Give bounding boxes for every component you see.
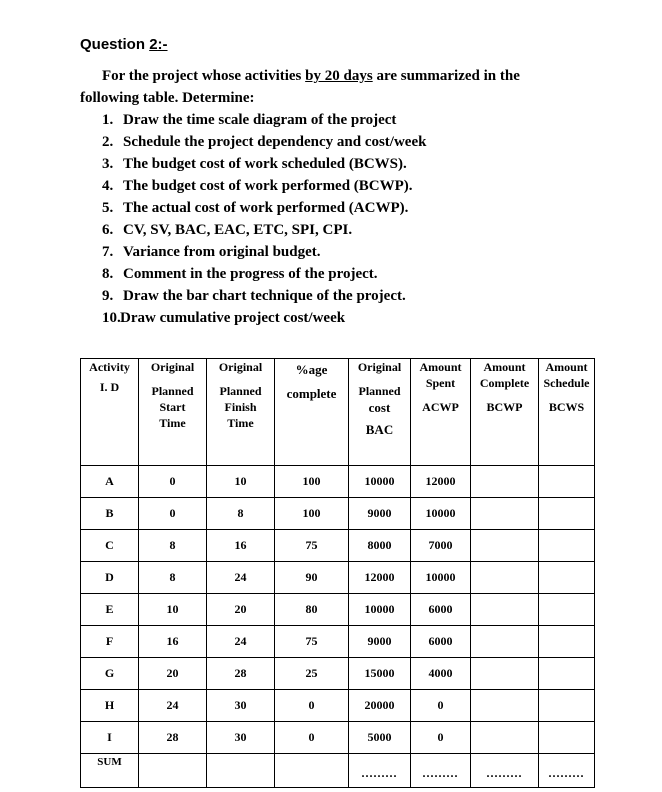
task-item: 7. Variance from original budget. [102, 244, 321, 260]
cell-start: 24 [139, 690, 207, 722]
cell-bac: 20000 [349, 690, 411, 722]
cell-percent: 0 [275, 722, 349, 754]
cell-bcws [539, 498, 595, 530]
cell-percent: 75 [275, 626, 349, 658]
cell-bac: 15000 [349, 658, 411, 690]
sum-empty-cell [275, 754, 349, 788]
cell-bac: 9000 [349, 498, 411, 530]
cell-bcws [539, 658, 595, 690]
cell-activity-id: B [81, 498, 139, 530]
header-finish: Original Planned Finish Time [207, 359, 275, 466]
cell-acwp: 10000 [411, 562, 471, 594]
cell-bcws [539, 626, 595, 658]
header-bcws: Amount Schedule BCWS [539, 359, 595, 466]
cell-activity-id: F [81, 626, 139, 658]
cell-percent: 75 [275, 530, 349, 562]
cell-finish: 30 [207, 722, 275, 754]
cell-start: 28 [139, 722, 207, 754]
cell-bcws [539, 690, 595, 722]
activity-table [80, 358, 595, 788]
cell-acwp: 4000 [411, 658, 471, 690]
cell-bcwp [471, 722, 539, 754]
cell-bcws [539, 594, 595, 626]
cell-bcws [539, 466, 595, 498]
intro-line2: following table. Determine: [80, 90, 255, 106]
cell-start: 8 [139, 530, 207, 562]
cell-percent: 25 [275, 658, 349, 690]
header-activity: Activity I. D [81, 359, 139, 466]
table-row [81, 530, 595, 562]
cell-bcwp [471, 530, 539, 562]
header-percent-complete: %age complete [275, 359, 349, 466]
cell-finish: 8 [207, 498, 275, 530]
intro-part1: For the project whose activities [102, 68, 306, 84]
cell-bcws [539, 530, 595, 562]
sum-placeholder [471, 754, 539, 788]
cell-bac: 5000 [349, 722, 411, 754]
cell-bcws [539, 562, 595, 594]
cell-bcwp [471, 498, 539, 530]
task-item: 2. Schedule the project dependency and cost/week [102, 134, 427, 150]
cell-start: 0 [139, 466, 207, 498]
task-item: 6. CV, SV, BAC, EAC, ETC, SPI, CPI. [102, 222, 353, 238]
intro-underlined: by 20 days [305, 68, 373, 84]
cell-bcws [539, 722, 595, 754]
task-item: 5. The actual cost of work performed (ACWP). [102, 200, 409, 216]
task-item: 8. Comment in the progress of the project. [102, 266, 378, 282]
cell-bcwp [471, 690, 539, 722]
table-row [81, 722, 595, 754]
intro-paragraph [80, 65, 600, 109]
cell-finish: 16 [207, 530, 275, 562]
question-suffix: :- [157, 36, 168, 53]
table-row [81, 562, 595, 594]
cell-percent: 100 [275, 466, 349, 498]
header-start: Original Planned Start Time [139, 359, 207, 466]
cell-activity-id: E [81, 594, 139, 626]
cell-acwp: 10000 [411, 498, 471, 530]
question-label: Question [80, 36, 146, 53]
table-row [81, 658, 595, 690]
sum-dots: ......... [422, 766, 459, 780]
cell-finish: 24 [207, 626, 275, 658]
header-bcwp: Amount Complete BCWP [471, 359, 539, 466]
cell-acwp: 0 [411, 690, 471, 722]
sum-empty-cell [207, 754, 275, 788]
sum-label: SUM [81, 754, 139, 788]
cell-acwp: 12000 [411, 466, 471, 498]
cell-bac: 8000 [349, 530, 411, 562]
cell-activity-id: D [81, 562, 139, 594]
cell-finish: 24 [207, 562, 275, 594]
header-acwp: Amount Spent ACWP [411, 359, 471, 466]
cell-bac: 10000 [349, 466, 411, 498]
cell-bcwp [471, 562, 539, 594]
sum-placeholder [411, 754, 471, 788]
cell-activity-id: C [81, 530, 139, 562]
table-row [81, 498, 595, 530]
cell-activity-id: A [81, 466, 139, 498]
header-row [81, 359, 595, 466]
cell-finish: 20 [207, 594, 275, 626]
cell-start: 16 [139, 626, 207, 658]
cell-acwp: 6000 [411, 594, 471, 626]
cell-activity-id: G [81, 658, 139, 690]
cell-activity-id: I [81, 722, 139, 754]
cell-bac: 12000 [349, 562, 411, 594]
question-number: 2 [149, 36, 158, 53]
sum-placeholder [349, 754, 411, 788]
cell-bcwp [471, 626, 539, 658]
intro-part2: are summarized in the [372, 68, 520, 84]
table-row [81, 466, 595, 498]
cell-activity-id: H [81, 690, 139, 722]
cell-start: 20 [139, 658, 207, 690]
cell-acwp: 6000 [411, 626, 471, 658]
cell-percent: 100 [275, 498, 349, 530]
question-title [80, 36, 168, 53]
cell-percent: 0 [275, 690, 349, 722]
sum-dots: ......... [486, 766, 523, 780]
sum-placeholder [539, 754, 595, 788]
task-item: 1. Draw the time scale diagram of the project [102, 112, 397, 128]
sum-row [81, 754, 595, 788]
cell-finish: 28 [207, 658, 275, 690]
sum-dots: ......... [361, 766, 398, 780]
task-item: 4. The budget cost of work performed (BCWP). [102, 178, 413, 194]
cell-bac: 10000 [349, 594, 411, 626]
header-planned-cost: Original Planned cost BAC [349, 359, 411, 466]
cell-percent: 80 [275, 594, 349, 626]
task-item: 3. The budget cost of work scheduled (BCWS). [102, 156, 407, 172]
cell-start: 8 [139, 562, 207, 594]
task-item: 9. Draw the bar chart technique of the project. [102, 288, 406, 304]
task-item: 10.Draw cumulative project cost/week [102, 310, 346, 326]
cell-bcwp [471, 658, 539, 690]
table-row [81, 594, 595, 626]
sum-dots: ......... [548, 766, 585, 780]
cell-bcwp [471, 594, 539, 626]
cell-finish: 30 [207, 690, 275, 722]
cell-finish: 10 [207, 466, 275, 498]
table-row [81, 626, 595, 658]
sum-empty-cell [139, 754, 207, 788]
cell-percent: 90 [275, 562, 349, 594]
task-list [102, 109, 426, 329]
cell-bcwp [471, 466, 539, 498]
cell-acwp: 0 [411, 722, 471, 754]
cell-acwp: 7000 [411, 530, 471, 562]
cell-start: 0 [139, 498, 207, 530]
table-row [81, 690, 595, 722]
cell-bac: 9000 [349, 626, 411, 658]
cell-start: 10 [139, 594, 207, 626]
